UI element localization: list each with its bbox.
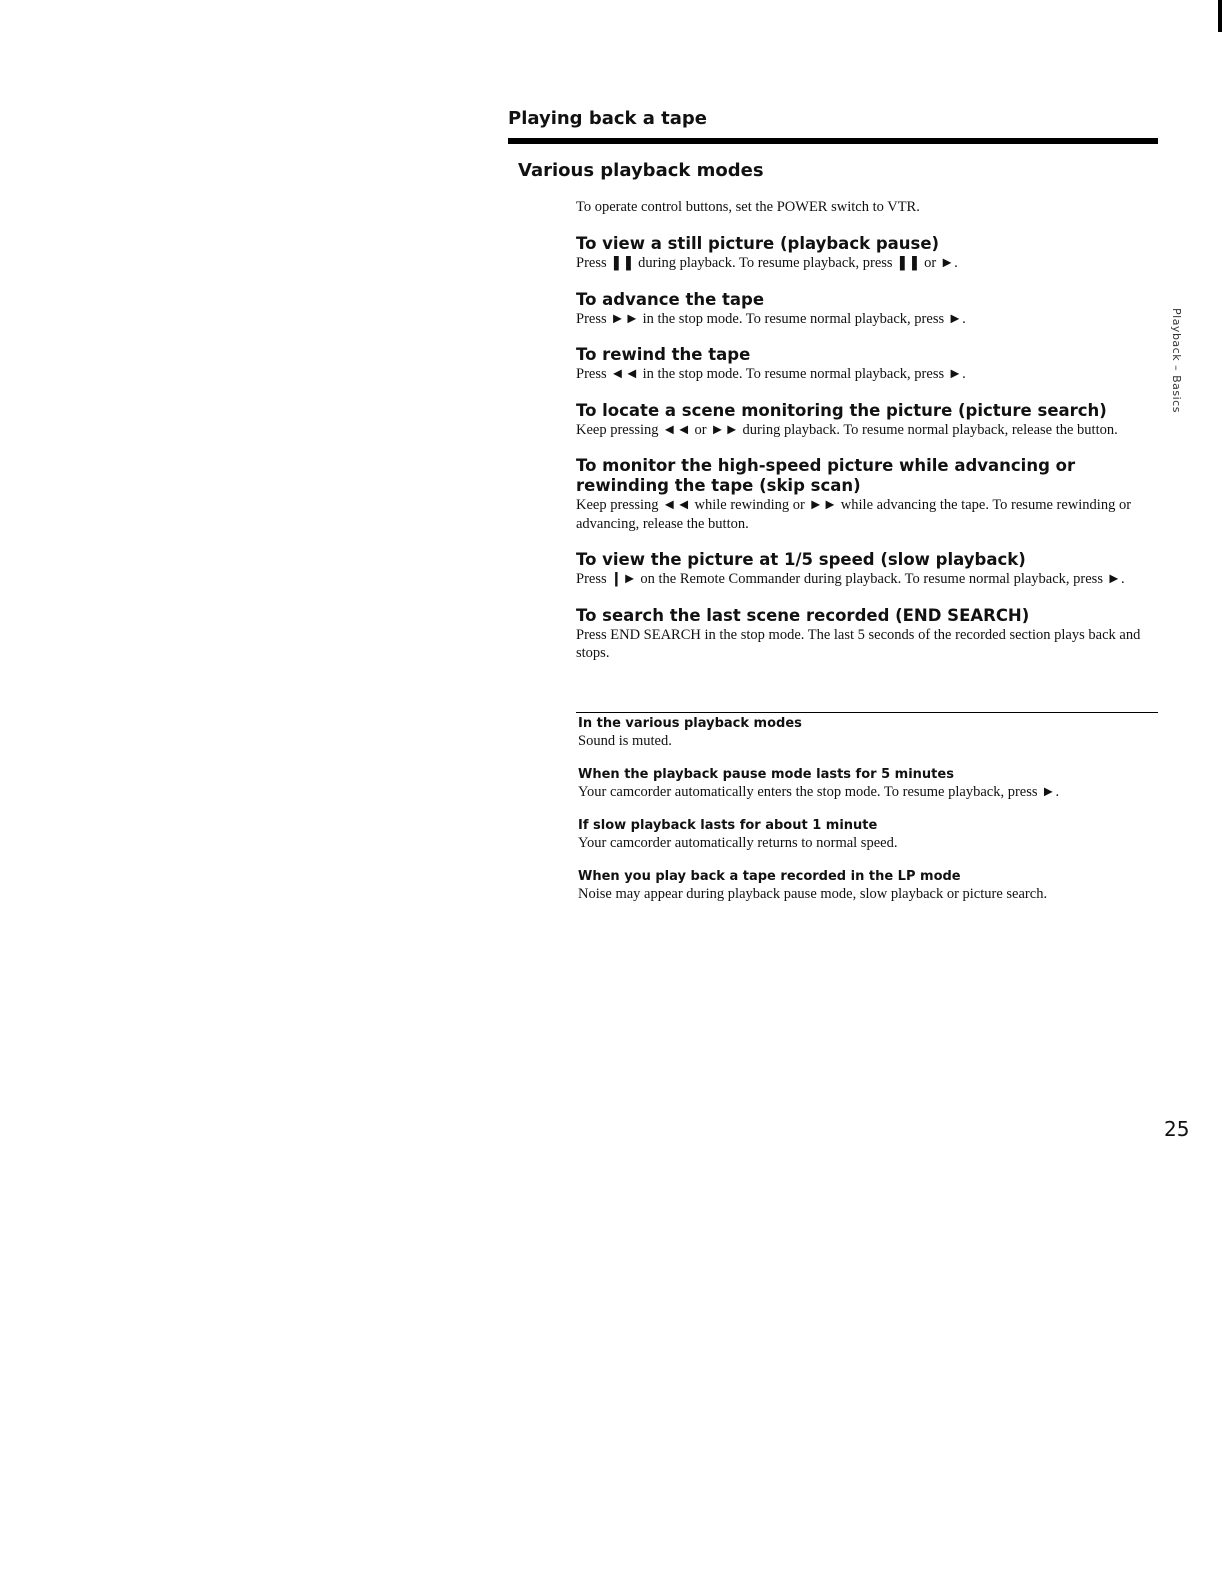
note-text: Noise may appear during playback pause mode, slow playback or picture search. — [578, 886, 1048, 902]
page-number: 25 — [1164, 1117, 1190, 1141]
note-text: Sound is muted. — [578, 733, 672, 749]
note-title: If slow playback lasts for about 1 minute — [578, 818, 878, 833]
note-item — [578, 868, 1158, 903]
mode-end-search — [576, 606, 1156, 663]
note-text: Your camcorder automatically returns to normal speed. — [578, 835, 898, 851]
mode-text: Keep pressing ◄◄ or ►► during playback. To resume normal playback, release the button. — [576, 421, 1118, 438]
mode-title: To view a still picture (playback pause) — [576, 234, 940, 253]
note-text: Your camcorder automatically enters the stop mode. To resume playback, press ►. — [578, 784, 1060, 800]
note-item — [578, 817, 1158, 852]
mode-text: Press ❙► on the Remote Commander during playback. To resume normal playback, press ►. — [576, 571, 1125, 587]
mode-text: Press ❚❚ during playback. To resume playback, press ❚❚ or ►. — [576, 255, 958, 271]
mode-title: To search the last scene recorded (END SEARCH) — [576, 605, 1030, 625]
mode-title: To monitor the high-speed picture while advancing or rewinding the tape (skip scan) — [576, 456, 1076, 495]
section-title: Various playback modes — [518, 160, 764, 181]
mode-playback-pause — [576, 234, 1156, 273]
mode-text: Press ►► in the stop mode. To resume normal playback, press ►. — [576, 310, 966, 327]
mode-skip-scan — [576, 456, 1156, 533]
note-item — [578, 766, 1158, 801]
mode-title: To rewind the tape — [576, 345, 751, 364]
page-header: Playing back a tape — [508, 108, 708, 129]
note-item — [578, 715, 1158, 750]
header-rule — [508, 138, 1158, 144]
mode-text: Keep pressing ◄◄ while rewinding or ►► while advancing the tape. To resume rewinding or advancing, release the button. — [576, 497, 1132, 532]
main-content — [576, 198, 1156, 680]
mode-advance — [576, 290, 1156, 329]
intro-text: To operate control buttons, set the POWER switch to VTR. — [576, 199, 920, 215]
mode-text: Press ◄◄ in the stop mode. To resume normal playback, press ►. — [576, 366, 966, 382]
page-edge-mark — [1218, 0, 1222, 32]
note-title: When the playback pause mode lasts for 5 minutes — [578, 767, 954, 782]
side-tab-label: Playback – Basics — [1170, 308, 1183, 413]
note-title: In the various playback modes — [578, 716, 802, 731]
notes-section — [578, 715, 1158, 919]
notes-divider — [576, 712, 1158, 713]
note-title: When you play back a tape recorded in the LP mode — [578, 869, 961, 884]
mode-title: To view the picture at 1/5 speed (slow playback) — [576, 550, 1026, 569]
mode-rewind — [576, 345, 1156, 384]
mode-text: Press END SEARCH in the stop mode. The last 5 seconds of the recorded section plays back and stops. — [576, 626, 1141, 661]
mode-title: To locate a scene monitoring the picture (picture search) — [576, 400, 1107, 420]
mode-title: To advance the tape — [576, 289, 765, 309]
mode-slow-playback — [576, 550, 1156, 589]
mode-picture-search — [576, 401, 1156, 440]
